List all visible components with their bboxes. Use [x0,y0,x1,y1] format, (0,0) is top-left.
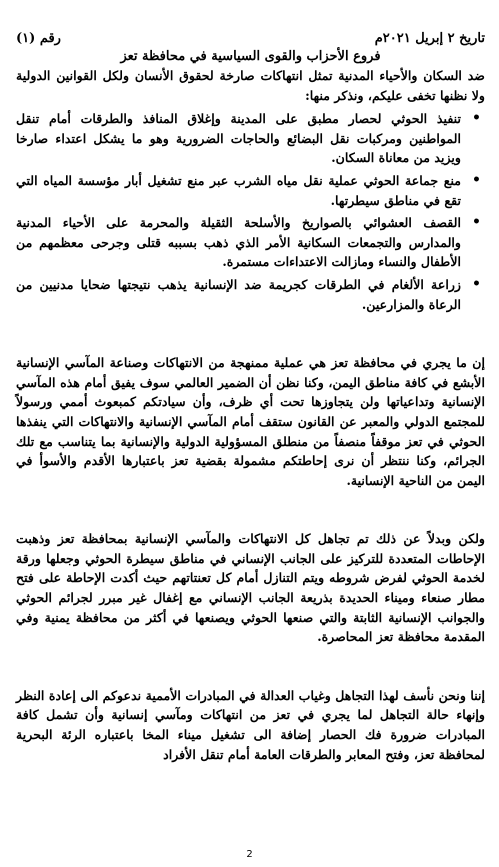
letter-date: تاريخ ٢ إبريل ٢٠٢١م [374,31,485,46]
list-item: • منع جماعة الحوثي عملية نقل مياه الشرب عبر منع تشغيل أبار مؤسسة المياه التي تقع في مناطق سيطرتها. [16,171,461,210]
list-item: • زراعة الألغام في الطرقات كجريمة ضد الإنسانية يذهب نتيجتها ضحايا مدنيين من الرعاة والمزارعين. [16,275,461,314]
violations-list [16,109,485,314]
intro-paragraph: ضد السكان والأحياء المدنية تمثل انتهاكات صارخة لحقوق الأنسان ولكل القوانين الدولية ولا نظنها تخفى عليكم، ونذكر منها: [16,68,485,103]
list-item: • القصف العشوائي بالصواريخ والأسلحة الثقيلة والمحرمة على الأحياء المدنية والمدارس والتجمعات السكانية الأمر الذي ذهب بسببه قتلى وجرحى معظمهم من الأطفال والنساء ومازالت الاعتداءات مستمرة. [16,213,461,272]
list-item: • تنفيذ الحوثي لحصار مطبق على المدينة وإغلاق المنافذ والطرقات أمام تنقل المواطنين ومركبات نقل البضائع والحاجات الضرورية وهو ما يشكل اعتداء صارخا ويزيد من معاناة السكان. [16,109,461,168]
page-number: 2 [246,849,253,860]
body-paragraph-3: إننا ونحن نأسف لهذا التجاهل وغياب العدالة في المبادرات الأممية ندعوكم الى إعادة النظر وإنهاء حالة التجاهل لما يجري في تعز من انتهاكات ومآسي إنسانية وأن تشمل كافة المبادرات ضرورة فك الحصار إضافة الى تشغيل ميناء المخا باعتباره الرئة البحرية لمحافظة تعز، وفتح المعابر والطرقات العامة أمام تنقل الأفراد [16,687,485,762]
body-paragraph-2: ولكن وبدلاً عن ذلك تم تجاهل كل الانتهاكات والمآسي الإنسانية بمحافظة تعز وذهبت الإحاطات المتعددة للتركيز على الجانب الإنساني في مناطق سيطرة الحوثي وجعلها ورقة لخدمة الحوثي لفرض شروطه ويتم التنازل أمام كل تعنتاتهم حيث أكدت الإحاطة على فتح مطار صنعاء وميناء الحديدة بذريعة الجانب الإنساني مع إغفال غير مبرر لجرائم الحوثي والجوانب الإنسانية الثابتة والتي صنعها الحوثي ويصنعها في أكثر من محافظة يمنية وفي المقدمة محافظة تعز المحاصرة. [16,531,485,645]
letter-sender: فروع الأحزاب والقوى السياسية في محافظة تعز [120,49,381,64]
letter-header [16,30,485,47]
letter-number: رقم (١) [16,31,61,46]
body-paragraph-1: إن ما يجري في محافظة تعز هي عملية ممنهجة من الانتهاكات وصناعة المآسي الإنسانية الأبشع في كافة مناطق اليمن، وكنا نظن أن الضمير العالمي سوف يفيق أمام هذه المآسي الإنسانية وتداعياتها ولن يتجاوزها تحت أي ظرف، وأن سيادتكم كمبعوث أممي ورسولاً للمجتمع الدولي والمعبر عن القانون ستقف أمام المآسي الإنسانية والانتهاكات التي ينفذها الحوثي في تعز موقفاً منصفاً من منطلق المسؤولية الدولية والإنسانية بما يتناسب مع تلك الجرائم، وكنا ننتظر أن نرى إحاطتكم مشمولة بقضية تعز باعتبارها الأقدم والأسوأ في اليمن من الناحية الإنسانية. [16,355,485,488]
